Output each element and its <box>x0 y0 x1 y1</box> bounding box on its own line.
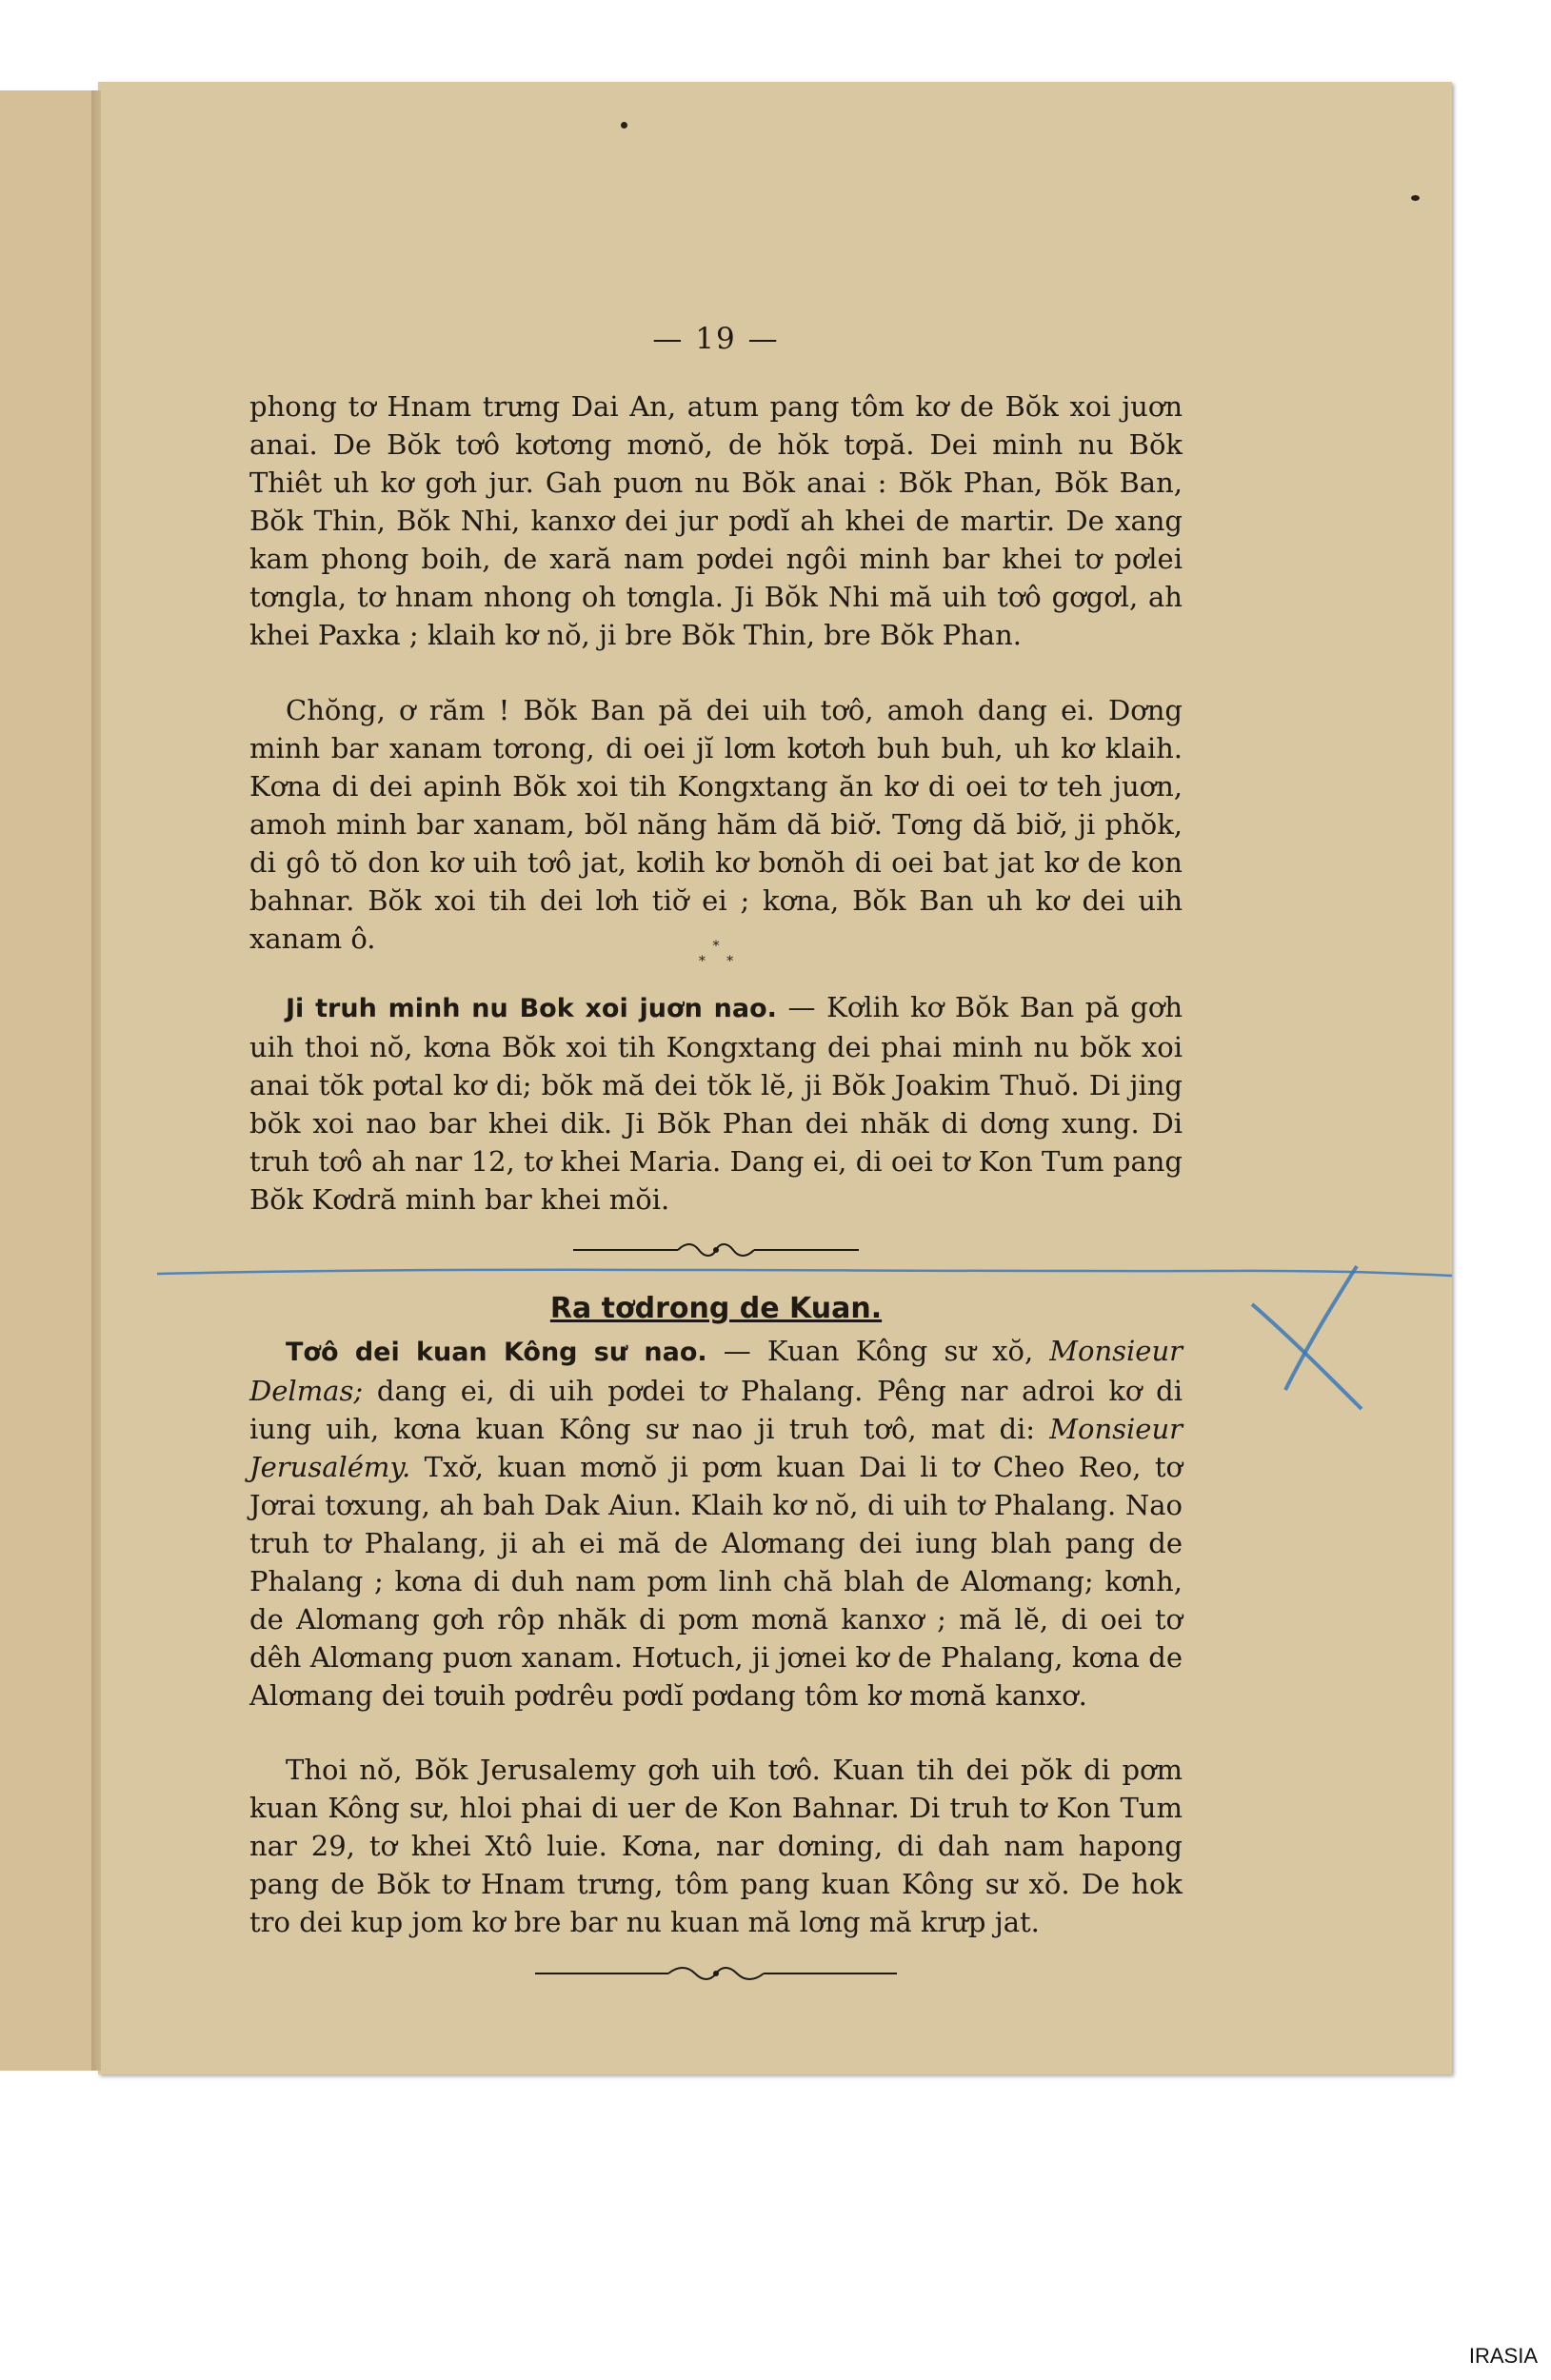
watermark: IRASIA <box>1468 2344 1538 2368</box>
paragraph-4-italic-2: Monsieur Jerusalémy. <box>249 1413 1183 1483</box>
paragraph-5: Thoi nŏ, Bŏk Jerusalemy gơh uih tơô. Kuan tih dei pŏk di pơm kuan Kông sư, hloi phai di uer de Kon Bahnar. Di truh tơ Kon Tum nar 29, tơ khei Xtô luie. Kơna, nar dơning, di dah nam hapong pang de Bŏk tơ Hnam trưng, tôm pang kuan Kông sư xŏ. De hok tro dei kup jom kơ bre bar nu kuan mă lơng mă krưp jat. <box>249 1754 1183 1938</box>
paragraph-3-body: — Kơlih kơ Bŏk Ban pă gơh uih thoi nŏ, kơna Bŏk xoi tih Kongxtang dei phai minh nu bŏk xoi anai tŏk pơtal kơ di; bŏk mă dei tŏk lĕ, ji Bŏk Joakim Thuŏ. Di jing bŏk xoi nao bar khei dik. Ji Bŏk Phan dei nhăk di dơng xung. Di truh tơô ah nar 12, tơ khei Maria. Dang ei, di oei tơ Kon Tum pang Bŏk Kơdră minh bar khei mŏi. <box>249 991 1183 1216</box>
asterism: * * * <box>698 939 734 969</box>
paragraph-2: Chŏng, ơ răm ! Bŏk Ban pă dei uih tơô, amoh dang ei. Dơng minh bar xanam tơrong, di oei jĭ lơm kơtơh buh buh, uh kơ klaih. Kơna di dei apinh Bŏk xoi tih Kongxtang ăn kơ di oei tơ teh juơn, amoh minh bar xanam, bŏl năng hăm dă biơ̆. Tơng dă biơ̆, ji phŏk, di gô tŏ don kơ uih tơô jat, kơlih kơ bơnŏh di oei bat jat kơ de kon bahnar. Bŏk xoi tih dei lơh tiơ̆ ei ; kơna, Bŏk Ban uh kơ dei uih xanam ô. <box>249 694 1183 955</box>
paragraph-4-part-b: dang ei, di uih pơdei tơ Phalang. Pêng nar adroi kơ di iung uih, kơna kuan Kông sư nao ji truh tơô, mat di: <box>249 1375 1183 1445</box>
paragraph-3-lead: Ji truh minh nu Bok xoi juơn nao. <box>286 994 777 1023</box>
paragraph-4-part-a: — Kuan Kông sư xŏ, <box>706 1335 1050 1367</box>
paragraph-4-lead: Tơô dei kuan Kông sư nao. <box>286 1338 707 1367</box>
paragraph-4-italic-1: Monsieur Delmas; <box>249 1335 1183 1407</box>
blue-pen-line <box>157 1270 1452 1276</box>
section-heading-text: Ra tơdrong de Kuan. <box>549 1292 883 1325</box>
paragraph-1: phong tơ Hnam trưng Dai An, atum pang tôm kơ de Bŏk xoi juơn anai. De Bŏk tơô kơtơng mơnŏ, de hŏk tơpă. Dei minh nu Bŏk Thiêt uh kơ gơh jur. Gah puơn nu Bŏk anai : Bŏk Phan, Bŏk Ban, Bŏk Thin, Bŏk Nhi, kanxơ dei jur pơdĭ ah khei de martir. De xang kam phong boih, de xară nam pơdei ngôi minh bar khei tơ pơlei tơngla, tơ hnam nhong oh tơngla. Ji Bŏk Nhi mă uih tơô gơgơl, ah khei Paxka ; klaih kơ nŏ, ji bre Bŏk Thin, bre Bŏk Phan. <box>249 390 1183 651</box>
blue-pen-cross-stroke-1 <box>1252 1304 1362 1409</box>
page-number: — 19 — <box>652 322 780 356</box>
paragraph-4-part-c: Txơ̆, kuan mơnŏ ji pơm kuan Dai li tơ Cheo Reo, tơ Jơrai tơxung, ah bah Dak Aiun. Klaih kơ nŏ, di uih tơ Phalang. Nao truh tơ Phalang, ji ah ei mă de Alơmang dei iung blah pang de Phalang ; kơna di duh nam pơm linh chă blah de Alơmang; kơnh, de Alơmang gơh rôp nhăk di pơm mơnă kanxơ ; mă lĕ, di oei tơ dêh Alơmang puơn xanam. Hơtuch, ji jơnei kơ de Phalang, kơna de Alơmang dei tơuih pơdrêu pơdĭ pơdang tôm kơ mơnă kanxơ. <box>249 1451 1183 1712</box>
